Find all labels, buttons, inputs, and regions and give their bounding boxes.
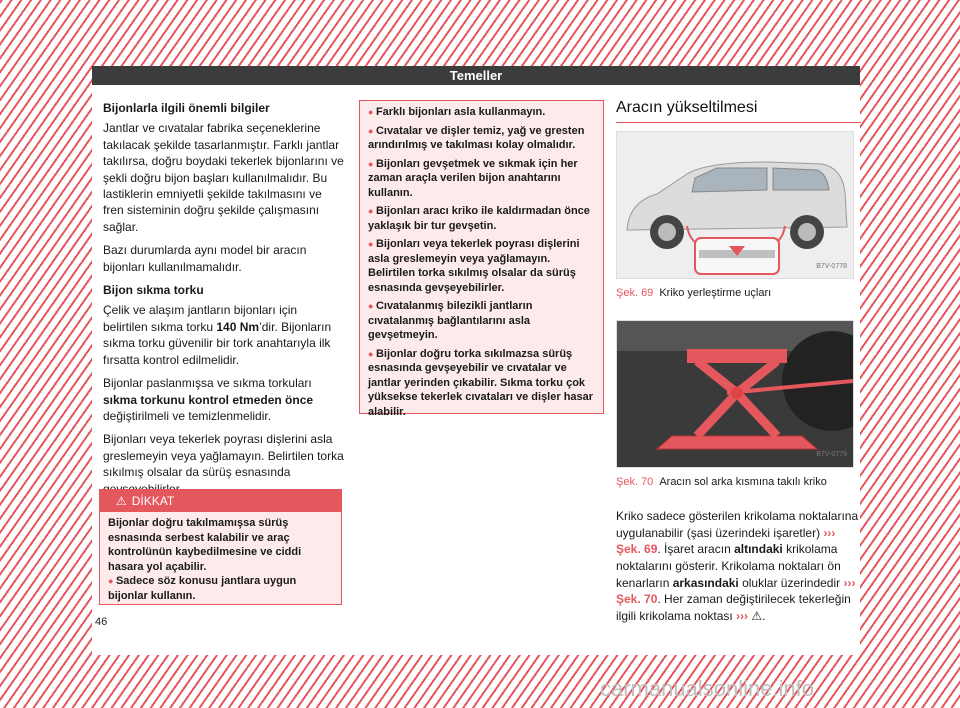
caption-text: Aracın sol arka kısmına takılı kriko <box>659 475 827 488</box>
heading-torque: Bijon sıkma torku <box>103 283 204 298</box>
car-side-illustration <box>617 132 854 279</box>
figure-code: B7V-0778 <box>816 263 847 270</box>
page-number: 46 <box>95 616 108 628</box>
figure-link-70[interactable]: ››› Şek. 70 <box>616 575 856 607</box>
jack-illustration <box>617 321 854 468</box>
para4-pre: Bijonlar paslanmışsa ve sıkma torkuları <box>103 376 312 391</box>
caution-item: ● Bijonları veya tekerlek poyrası dişlerini asla greslemeyin veya yağlamayın. Belirtilen torka sıkılmış olsalar da sürüş esnasında gevşeyebilirler. <box>368 237 595 295</box>
para4-bold: sıkma torkunu kontrol etmeden önce <box>103 392 314 407</box>
figure-70-jack <box>616 320 854 468</box>
column-left <box>103 100 345 504</box>
para4-post: değiştirilmeli ve temizlenmelidir. <box>103 408 272 423</box>
caution-item: ● Bijonlar doğru torka sıkılmazsa sürüş esnasında gevşeyebilir ve cıvatalar ve jantlar yerinden çıkabilir. Sıkma torku çok yüksekse tekerlek cıvataları ve dişler hasar alabilir. <box>368 347 595 420</box>
warning-body <box>100 512 341 607</box>
warning-title: DİKKAT <box>131 494 175 508</box>
warning-header <box>100 490 341 512</box>
para3-pre: Çelik ve alaşım jantların bijonları için belirtilen sıkma torku <box>103 303 298 334</box>
torque-value: 140 Nm <box>216 319 260 334</box>
body-text-3: krikolama noktalarını gösterir. Krikolama noktaları ön kenarların <box>616 542 841 590</box>
body-text-5: . Her zaman değiştirilecek tekerleğin ilgili krikolama noktası <box>616 592 851 623</box>
para3-post: ’dir. Bijonların sıkma torku güvenilir bir tork anahtarıyla ilk fırsatta kontrol edilmelidir. <box>103 319 332 367</box>
figure-69-car-side <box>616 131 854 279</box>
heading-nut-info: Bijonlarla ilgili önemli bilgiler <box>103 101 270 115</box>
figure-ref: Şek. 69 <box>616 287 654 300</box>
watermark: carmanualsonline.info <box>600 676 815 701</box>
column-right <box>616 100 861 624</box>
warning-text: Bijonlar doğru takılmamışsa sürüş esnasında serbest kalabilir ve araç kontrolünün kaybedilmesine ve ciddi hasara yol açabilir. <box>108 517 302 573</box>
body-text-1: Kriko sadece gösterilen krikolama noktalarına uygulanabilir (şasi üzerindeki işaretler) <box>616 509 859 540</box>
caution-item: ● Farklı bijonları asla kullanmayın. <box>368 105 595 120</box>
page-header: Temeller <box>92 66 860 85</box>
paragraph-2: Bazı durumlarda aynı model bir aracın bijonları kullanılmamalıdır. <box>103 243 307 274</box>
caution-item: ● Cıvatalar ve dişler temiz, yağ ve gresten arındırılmış ve takılması kolay olmalıdır. <box>368 124 595 153</box>
figure-code: B7V-0779 <box>816 451 847 459</box>
paragraph-1: Jantlar ve cıvatalar fabrika seçeneklerine takılacak şekilde tasarlanmıştır. Farklı jantlar takılırsa, doğru boydaki tekerlek bijonlarını ve şekli doğru bijon başları kullanılmalıdır. Bu lastiklerin emniyetli şekilde takılmasını ve fren sisteminin doğru şekilde çalışmasını sağlar. <box>103 121 344 234</box>
figure-70-caption <box>616 474 861 490</box>
paragraph-5: Bijonları veya tekerlek poyrası dişlerini asla greslemeyin veya yağlamayın. Belirtilen torka sıkılmış olsalar da sürüş esnasında <box>103 432 344 480</box>
body-text-4: oluklar üzerindedir <box>738 575 844 590</box>
figure-link-69[interactable]: ››› Şek. 69 <box>616 525 836 557</box>
warning-triangle-icon: ⚠ <box>116 494 127 508</box>
body-text-2: . İşaret aracın <box>657 542 735 557</box>
warning-link[interactable]: ››› <box>736 608 749 623</box>
body-bold-1: altındaki <box>734 542 783 557</box>
figure-69-caption <box>616 285 861 301</box>
caution-item: ● Cıvatalanmış bilezikli jantların cıvatalanmış bağlantılarını asla gevşetmeyin. <box>368 299 595 343</box>
caution-list-box <box>359 100 604 418</box>
jacking-paragraph <box>616 508 861 624</box>
figure-ref: Şek. 70 <box>616 475 654 488</box>
warning-bullet: ● Sadece söz konusu jantlara uygun bijonlar kullanın. <box>108 574 333 603</box>
caption-text: Kriko yerleştirme uçları <box>659 287 772 300</box>
warning-box <box>99 489 342 605</box>
paragraph-3 <box>103 302 345 368</box>
body-text-6: ⚠. <box>748 608 766 623</box>
caution-item: ● Bijonları gevşetmek ve sıkmak için her zaman araçla verilen bijon anahtarını kullanın. <box>368 157 595 201</box>
paragraph-4 <box>103 375 345 424</box>
caution-item: ● Bijonları aracı kriko ile kaldırmadan önce yaklaşık bir tur gevşetin. <box>368 204 595 233</box>
body-bold-2: arkasındaki <box>672 575 739 590</box>
section-title: Aracın yükseltilmesi <box>616 100 861 123</box>
